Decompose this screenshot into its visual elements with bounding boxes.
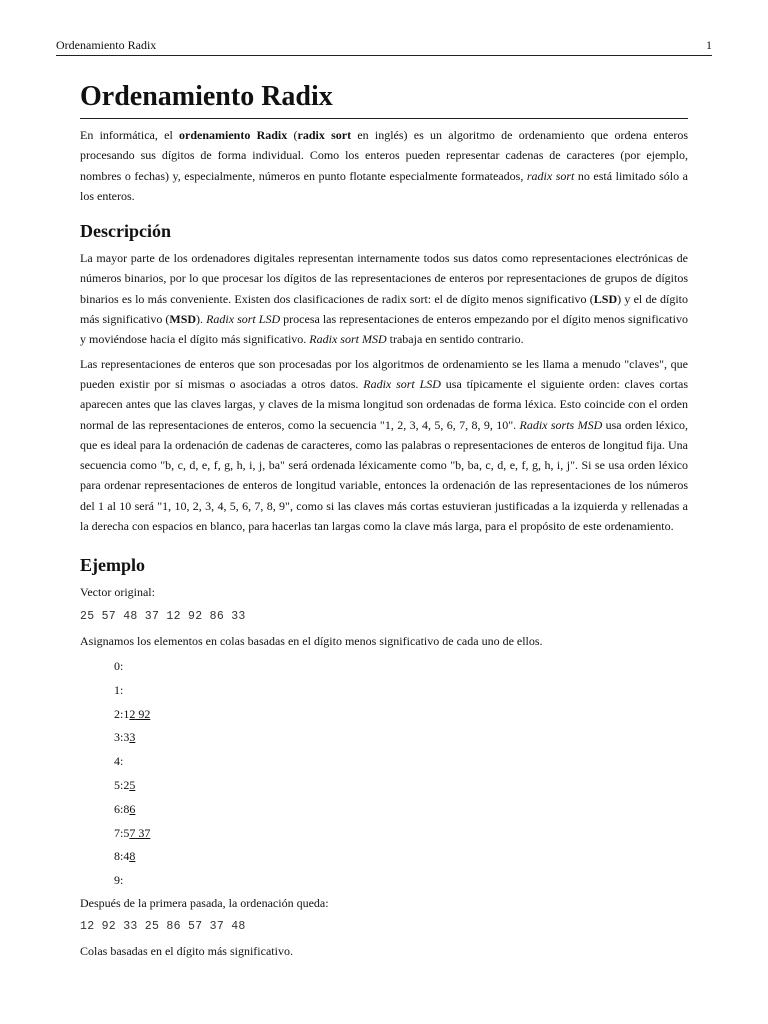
- bucket-label: 5:2: [114, 777, 130, 792]
- vector-after-pass: 12 92 33 25 86 57 37 48: [80, 920, 246, 934]
- desc1-bold-2: MSD: [169, 312, 197, 327]
- article: [80, 80, 688, 966]
- bucket-2: [114, 703, 688, 727]
- bucket-7: [114, 822, 688, 846]
- intro-bold-1: ordenamiento Radix: [179, 128, 288, 142]
- bucket-label: 2:1: [114, 706, 130, 721]
- running-header-title: Ordenamiento Radix: [56, 38, 157, 52]
- intro-text-3: en inglés) es un algoritmo de ordenamiento que ordena enteros procesando sus dígitos de forma individual. Como los enteros pueden representar cadenas de caracteres (por ejemplo, nombres o fechas) y, especialmente, números en punto flotante especialmente formateados,: [80, 128, 689, 183]
- bucket-label: 9:: [114, 873, 124, 888]
- bucket-label: 7:5: [114, 825, 130, 840]
- bucket-digit: 2: [129, 706, 136, 721]
- desc2-text-1: Las representaciones de enteros que son procesadas por los algoritmos de ordenamiento se les llama a menudo "claves", que pueden existir por sí mismas o asociadas a otros datos.: [80, 356, 688, 391]
- bucket-list: [114, 655, 688, 893]
- bucket-rest: 37: [135, 825, 151, 840]
- desc1-text-1: La mayor parte de los ordenadores digitales representan internamente todos sus datos como representaciones electrónicas de números binarios, por lo que procesar los dígitos de las representaciones de enteros por representaciones de grupos de dígitos binarios es lo más conveniente. Existen dos clasificaciones de radix sort: el de dígito menos significativo (: [80, 251, 688, 306]
- bucket-3: [114, 726, 688, 750]
- bucket-digit: 7: [129, 825, 136, 840]
- bucket-6: [114, 798, 688, 822]
- desc2-text-3: usa orden léxico, que es ideal para la ordenación de cadenas de caracteres, como las palabras o representaciones de enteros de longitud fija. Una secuencia como "b, c, d, e, f, g, h, i, j, ba" será ordenada léxicamente como "b, ba, c, d, e, f, g, h, i, j". Si se usa orden léxico para ordenar representaciones de enteros de longitud variable, entonces la ordenación de las representaciones de los números del 1 al 10 será "1, 10, 2, 3, 4, 5, 6, 7, 8, 9", como si las claves más cortas estuvieran justificadas a la izquierda y rellenadas a la derecha con espacios en blanco, para hacerlas tan largas como la clave más larga, para el propósito de este ordenamiento.: [80, 417, 689, 534]
- bucket-9: [114, 869, 688, 893]
- intro-paragraph: [80, 125, 688, 206]
- bucket-0: [114, 655, 688, 679]
- asignamos-text: Asignamos los elementos en colas basadas en el dígito menos significativo de cada uno de ellos.: [80, 633, 543, 648]
- intro-text-1: En informática, el: [80, 128, 180, 142]
- desc1-italic-1: Radix sort LSD: [206, 312, 281, 327]
- bucket-label: 3:3: [114, 730, 130, 745]
- desc1-text-3: ).: [196, 312, 207, 327]
- bucket-8: [114, 845, 688, 869]
- bucket-label: 0:: [114, 658, 124, 673]
- descripcion-paragraph-1: [80, 248, 688, 349]
- desc1-text-4: procesa las representaciones de enteros empezando por el dígito menos significativo y moviéndose hacia el dígito más significativo.: [80, 312, 688, 347]
- bucket-digit: 8: [129, 849, 136, 864]
- intro-italic-1: radix sort: [526, 168, 575, 183]
- section-heading-descripcion: Descripción: [80, 221, 171, 242]
- vector-original: 25 57 48 37 12 92 86 33: [80, 609, 246, 623]
- bucket-digit: 6: [129, 801, 136, 816]
- despues-text: Después de la primera pasada, la ordenación queda:: [80, 895, 329, 910]
- descripcion-paragraph-2: [80, 354, 688, 537]
- bucket-5: [114, 774, 688, 798]
- intro-bold-2: radix sort: [297, 128, 352, 142]
- bucket-rest: 92: [135, 706, 151, 721]
- desc1-text-5: trabaja en sentido contrario.: [386, 332, 524, 347]
- bucket-digit: 3: [129, 730, 136, 745]
- colas-text: Colas basadas en el dígito más significativo.: [80, 944, 293, 959]
- intro-text-2: (: [287, 128, 298, 142]
- desc2-text-2: usa típicamente el siguiente orden: claves cortas aparecen antes que las claves largas, y claves de la misma longitud son ordenadas de forma léxica. Esto coincide con el orden normal de las representaciones de enteros, como la secuencia "1, 2, 3, 4, 5, 6, 7, 8, 9, 10".: [80, 376, 688, 432]
- bucket-1: [114, 679, 688, 703]
- bucket-label: 1:: [114, 682, 124, 697]
- bucket-digit: 5: [129, 777, 136, 792]
- page-title: Ordenamiento Radix: [80, 80, 688, 119]
- intro-text-4: no está limitado sólo a los enteros.: [80, 168, 688, 203]
- section-heading-ejemplo: Ejemplo: [80, 555, 145, 576]
- bucket-label: 6:8: [114, 801, 130, 816]
- desc1-italic-2: Radix sort MSD: [309, 332, 387, 347]
- desc2-italic-1: Radix sort LSD: [363, 376, 441, 391]
- vector-label: Vector original:: [80, 585, 155, 600]
- running-header: [56, 38, 712, 56]
- bucket-label: 8:4: [114, 849, 130, 864]
- desc2-italic-2: Radix sorts MSD: [519, 417, 603, 432]
- bucket-4: [114, 750, 688, 774]
- desc1-text-2: ) y el de dígito más significativo (: [80, 291, 688, 327]
- page-number: 1: [706, 38, 712, 52]
- desc1-bold-1: LSD: [593, 291, 618, 306]
- bucket-label: 4:: [114, 754, 124, 769]
